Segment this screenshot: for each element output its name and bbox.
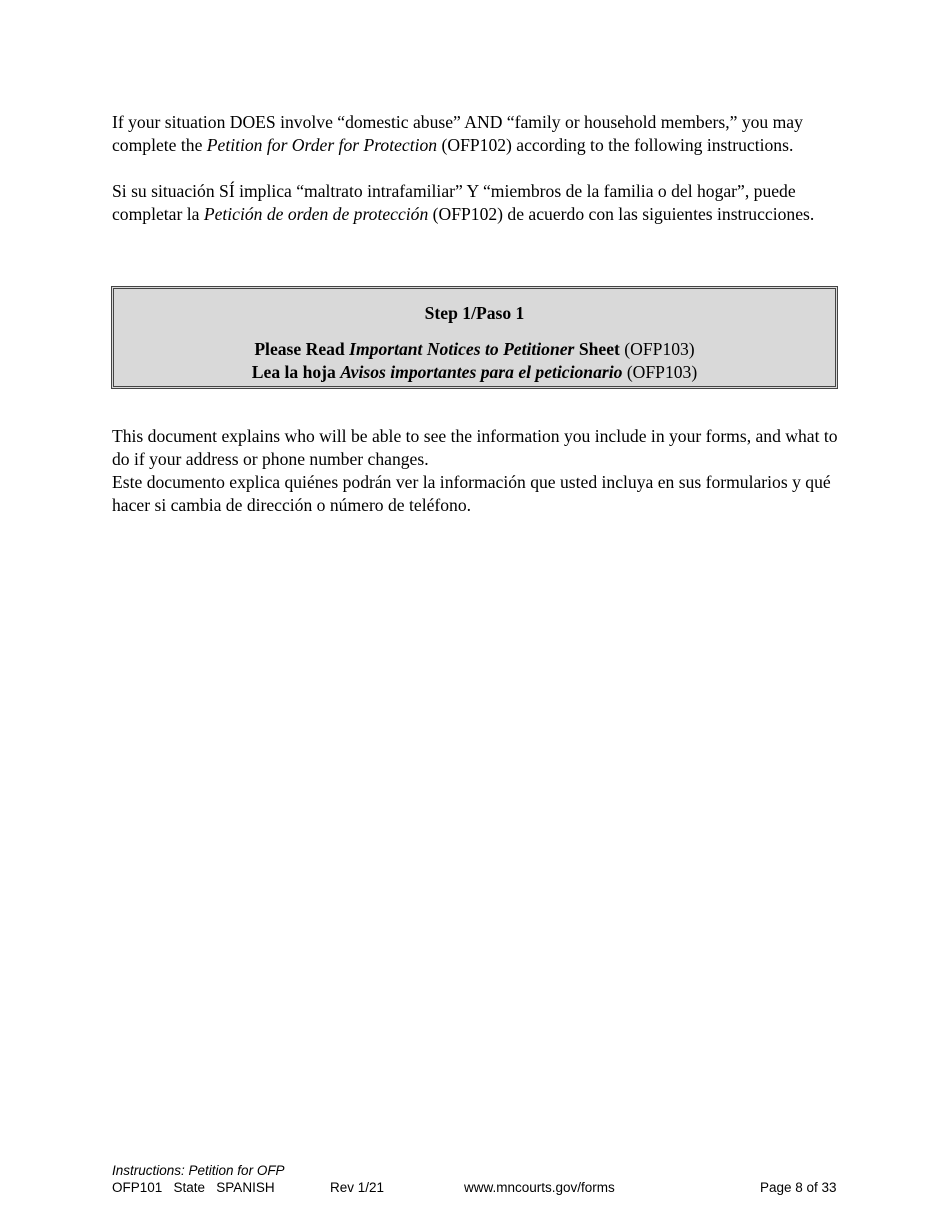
step-instruction-english xyxy=(114,338,835,361)
intro-spanish-form-title: Petición de orden de protección xyxy=(203,204,429,224)
step-spanish-doc-title: Avisos importantes para el peticionario xyxy=(340,362,623,382)
step-spanish-prefix: Lea la hoja xyxy=(251,362,341,382)
step-english-doc-title: Important Notices to Petitioner xyxy=(349,339,575,359)
footer-url: www.mncourts.gov/forms xyxy=(464,1180,615,1195)
intro-english-text-1: If your situation DOES involve “domestic abuse” AND “family or household members,” you may complete the xyxy=(112,112,803,155)
step-english-word: Sheet xyxy=(574,339,620,359)
step-instruction-spanish xyxy=(114,361,835,384)
step-english-prefix: Please Read xyxy=(254,339,350,359)
step-title: Step 1/Paso 1 xyxy=(424,303,525,323)
footer-revision: Rev 1/21 xyxy=(330,1180,385,1195)
footer-title: Instructions: Petition for OFP xyxy=(112,1163,285,1178)
footer-form-code: OFP101 State SPANISH xyxy=(112,1180,275,1195)
step-spanish-code: (OFP103) xyxy=(622,362,698,382)
footer-page-number: Page 8 of 33 xyxy=(760,1180,837,1195)
intro-english-text-2: (OFP102) according to the following instructions. xyxy=(437,135,794,155)
intro-spanish-text-2: (OFP102) de acuerdo con las siguientes instrucciones. xyxy=(428,204,815,224)
intro-english-form-title: Petition for Order for Protection xyxy=(206,135,438,155)
intro-paragraph-spanish xyxy=(112,180,842,226)
step-english-code: (OFP103) xyxy=(619,339,695,359)
intro-paragraph-english xyxy=(112,111,842,157)
intro-spanish-text-1: Si su situación SÍ implica “maltrato intrafamiliar” Y “miembros de la familia o del hogar”, puede completar la xyxy=(112,181,796,224)
body-paragraph-spanish: Este documento explica quiénes podrán ver la información que usted incluya en sus formularios y qué hacer si cambia de dirección o número de teléfono. xyxy=(112,472,831,515)
body-paragraph-english: This document explains who will be able to see the information you include in your forms, and what to do if your address or phone number changes. xyxy=(112,426,838,469)
step-1-box xyxy=(111,286,838,389)
